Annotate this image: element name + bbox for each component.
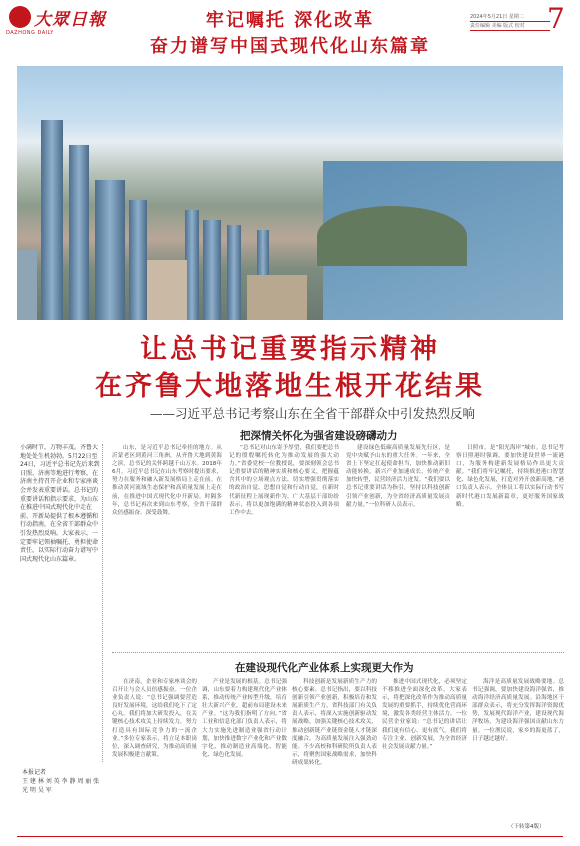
section-divider — [112, 652, 564, 653]
article-column: 产业是发展的根基。总书记强调，山东要着力构建现代化产业体系，推动传统产业转型升级，培育壮大新兴产业，超前布局建设未来产业。“这为我们指明了方向。”省工业和信息化部门负责人表示，将大力实施先进制造业强省行动计划，加快推进数字产业化和产业数字化，推动制造业高端化、智能化、绿色化发展。 — [202, 679, 287, 758]
photo-building — [247, 275, 307, 320]
photo-tower — [129, 200, 147, 320]
byline-label: 本报记者 — [22, 769, 47, 776]
photo-tower — [227, 225, 241, 320]
issue-meta — [470, 13, 550, 31]
article-column: 山东，是习近平总书记牵挂的地方。从沂蒙老区到黄河三角洲，从齐鲁大地到黄海之滨，总书记的关怀跨越千山万水。2018年6月，习近平总书记在山东考察时提出要求，努力在服务和融入新发展格局上走在前。在推动黄河流域生态保护和高质量发展上走在前，在推进中国式现代化中开新局。时隔多年，总书记再次来到山东考察，全省干部群众倍感振奋、深受鼓舞。 — [112, 445, 222, 516]
byline — [22, 768, 102, 795]
lead-paragraph: 小满时节，万物丰茂。齐鲁大地处处生机勃勃。5月22日至24日，习近平总书记先后来到日照、济南等地进行考察，在济南主持召开企业和专家座谈会并发表重要讲话。总书记的重要讲话和指示要求，为山东在推进中国式现代化中走在前、开新局提供了根本遵循和行动指南，在全省干部群众中引发热烈反响。大家表示，一定要牢记领袖嘱托、勇担使命责任，以实际行动奋力谱写中国式现代化山东篇章。 — [20, 444, 103, 762]
footer-rule — [17, 836, 563, 837]
article-column: 在济南，企业和专家座谈会的召开让与会人员倍感振奋。一位企业负责人说：“总书记强调要营造良好发展环境，这给我们吃下了定心丸。我们将加大研发投入，在关键核心技术攻关上持续发力，努力打造具有国际竞争力的一流企业。”多位专家表示，将立足本职岗位，深入调查研究，为推动高质量发展积极建言献策。 — [112, 679, 197, 758]
photo-tower — [185, 210, 199, 320]
newspaper-logo-subtitle: DAZHONG DAILY — [6, 30, 54, 36]
masthead — [0, 0, 580, 64]
article-column: 科技创新是发展新质生产力的核心要素。总书记指出，要以科技创新引领产业创新，积极培育和发展新质生产力。省科技部门有关负责人表示，将深入实施创新驱动发展战略，加强关键核心技术攻关，推动创新链产业链资金链人才链深度融合，为高质量发展注入强劲动能。不少高校和科研院所负责人表示，将聚焦国家战略需求，加快科研成果转化。 — [292, 679, 377, 766]
newspaper-logo-icon — [9, 6, 31, 28]
photo-tower — [41, 120, 63, 320]
cityscape-photo — [17, 66, 563, 320]
headline-line2: 在齐鲁大地落地生根开花结果 — [95, 371, 485, 402]
article-column: “总书记对山东寄予厚望，我们要把总书记的殷殷嘱托转化为推动发展的强大动力。”省委党校一位教授说，要深刻领会总书记重要讲话的精神实质和核心要义，把握蕴含其中的立场观点方法，切实增强贯彻落实的政治自觉、思想自觉和行动自觉，在新时代新征程上展现新作为。广大基层干部纷纷表示，将以更加饱满的精神状态投入到各项工作中去。 — [229, 445, 339, 516]
photo-tower — [69, 145, 89, 320]
byline-names: 王 建 林 刘 英 李 静 周 丽 张 光 明 吴 军 — [22, 778, 100, 794]
photo-tower — [95, 180, 125, 320]
page-banner-line2: 奋力谱写中国式现代化山东篇章 — [150, 36, 430, 57]
photo-building — [17, 250, 37, 320]
photo-tower — [203, 220, 221, 320]
issue-date: 2024年5月21日 星期二 — [470, 13, 550, 22]
newspaper-logo-text: 大眾日報 — [34, 10, 106, 30]
headline-line1: 让总书记重要指示精神 — [140, 334, 440, 365]
photo-hill — [317, 206, 467, 266]
page-banner-line1: 牢记嘱托 深化改革 — [205, 10, 375, 31]
page-number: 7 — [547, 2, 565, 35]
continued-notice: （下转第4版） — [508, 824, 545, 830]
article-column: 推进中国式现代化，必须坚定不移推进全面深化改革。大家表示，将把深化改革作为推动高质量发展的重要抓手，持续优化营商环境，激发各类经营主体活力。一位民营企业家说：“总书记的讲话让我们更有信心、更有底气。我们将专注主业、创新发展，为全省经济社会发展贡献力量。” — [382, 679, 467, 750]
article-column: 海洋是高质量发展战略要地。总书记强调，要加快建设海洋强省，推动海洋经济高质量发展。沿海地区干部群众表示，将充分发挥海洋资源优势，发展现代海洋产业，建设现代海洋牧场，为建设海洋强国贡献山东力量。一位渔民说，家乡的海更蓝了，日子越过越好。 — [472, 679, 564, 742]
subheadline: ——习近平总书记考察山东在全省干部群众中引发热烈反响 — [150, 406, 476, 421]
article-column: 日照市，是“阳光海岸”城市。总书记考察日照港时强调，要加快建设世界一流港口，为服务构建新发展格局作出更大贡献。“我们将牢记嘱托，持续推进港口智慧化、绿色化发展，打造对外开放新高地。”港口负责人表示，全体员工将以实际行动书写新时代港口发展新篇章，更好服务国家战略。 — [456, 445, 564, 508]
section-title-2: 在建设现代化产业体系上实现更大作为 — [235, 662, 414, 674]
photo-building — [147, 260, 187, 320]
article-column: 建设绿色低碳高质量发展先行区，是党中央赋予山东的重大任务。一年来，全省上下坚定扛起使命担当，加快推动新旧动能转换，新兴产业加速成长，传统产业加快转型，民营经济活力迸发。“我们要以总书记重要讲话为指引，坚持以科技创新引领产业创新，为全省经济高质量发展贡献力量。”一位科研人员表示。 — [346, 445, 450, 508]
editor-credits: 责任编辑 美编 版式 校对 — [470, 22, 550, 31]
section-title-1: 把深情关怀化为强省建设磅礴动力 — [240, 430, 398, 442]
